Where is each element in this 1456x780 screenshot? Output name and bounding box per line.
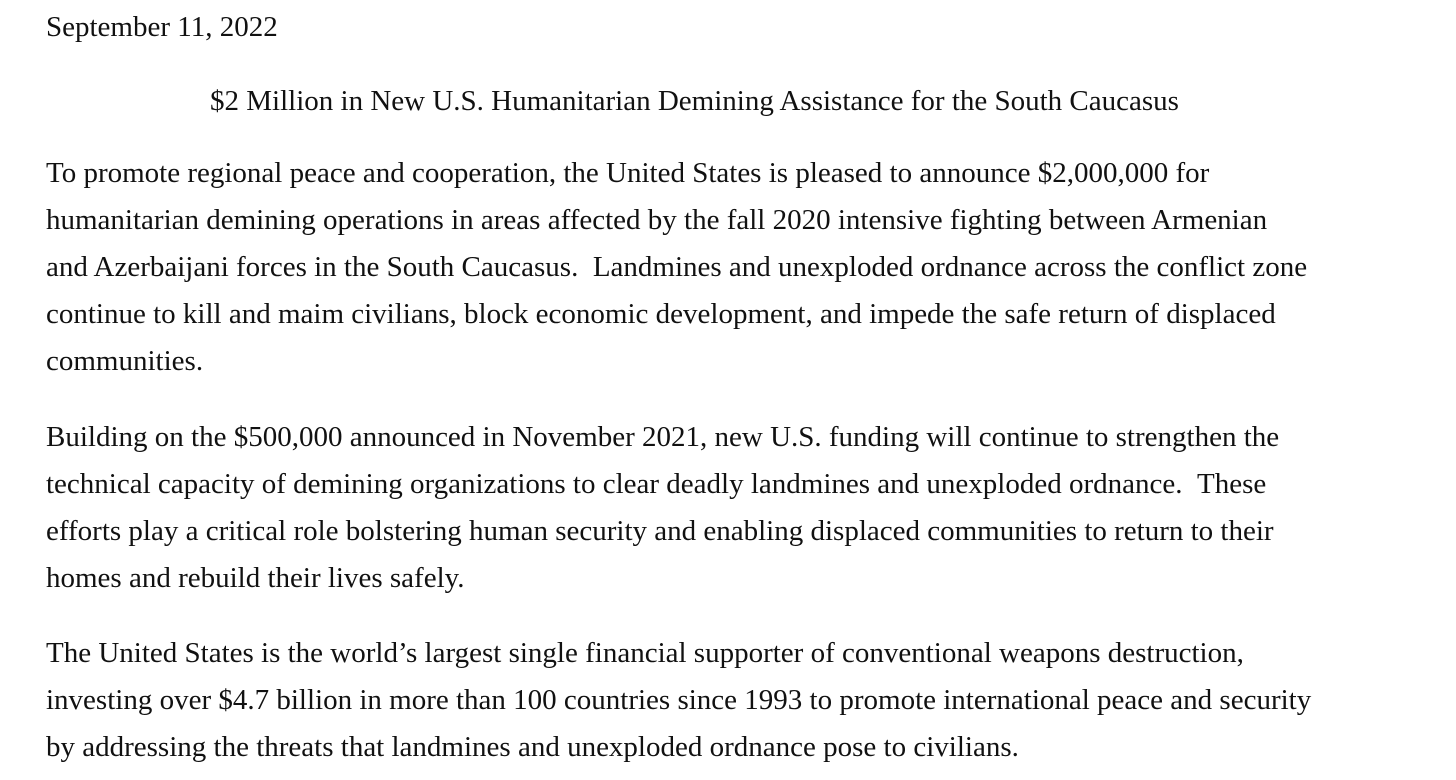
paragraph-1-line-3: and Azerbaijani forces in the South Caucasus. Landmines and unexploded ordnance across the conflict zone: [46, 251, 1308, 283]
paragraph-2-line-3: efforts play a critical role bolstering human security and enabling displaced communities to return to their: [46, 515, 1274, 547]
release-date: September 11, 2022: [46, 11, 278, 43]
paragraph-1-line-4: continue to kill and maim civilians, block economic development, and impede the safe return of displaced: [46, 298, 1276, 330]
paragraph-2-line-2: technical capacity of demining organizations to clear deadly landmines and unexploded ordnance. These: [46, 468, 1267, 500]
paragraph-1: [46, 150, 1441, 385]
paragraph-1-line-1: To promote regional peace and cooperation, the United States is pleased to announce $2,000,000 for: [46, 157, 1210, 189]
release-title: $2 Million in New U.S. Humanitarian Demining Assistance for the South Caucasus: [210, 85, 1179, 117]
paragraph-3-line-1: The United States is the world’s largest single financial supporter of conventional weapons destruction,: [46, 637, 1244, 669]
paragraph-2: [46, 414, 1441, 602]
paragraph-1-line-5: communities.: [46, 345, 204, 377]
paragraph-3-line-2: investing over $4.7 billion in more than 100 countries since 1993 to promote international peace and security: [46, 684, 1312, 716]
paragraph-3-line-3: by addressing the threats that landmines and unexploded ordnance pose to civilians.: [46, 731, 1019, 763]
paragraph-3: [46, 630, 1441, 771]
paragraph-2-line-4: homes and rebuild their lives safely.: [46, 562, 465, 594]
paragraph-1-line-2: humanitarian demining operations in areas affected by the fall 2020 intensive fighting between Armenian: [46, 204, 1268, 236]
paragraph-2-line-1: Building on the $500,000 announced in November 2021, new U.S. funding will continue to strengthen the: [46, 421, 1280, 453]
